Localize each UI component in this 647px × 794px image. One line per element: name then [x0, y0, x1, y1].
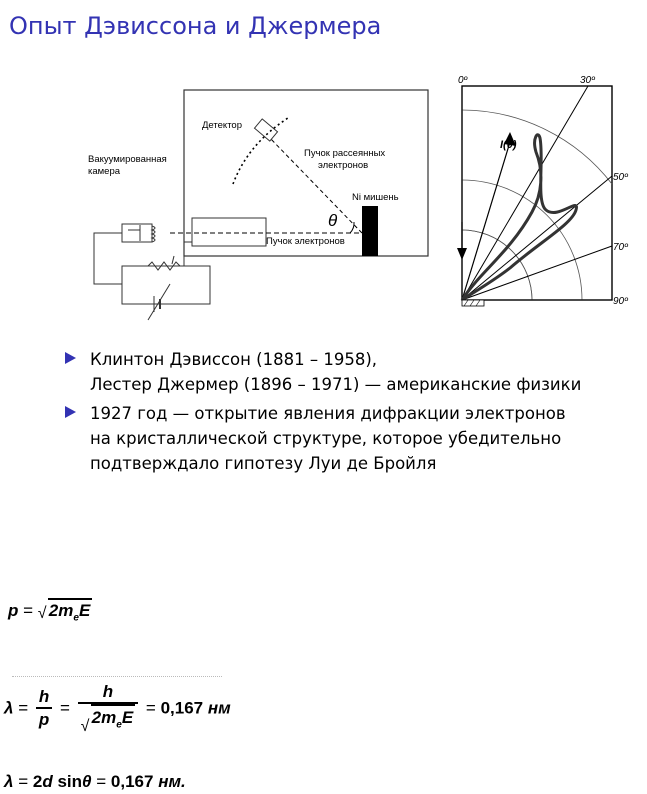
- electron-gun: [192, 218, 266, 246]
- label-electron-beam: Пучок электронов: [266, 236, 345, 247]
- label-scattered-beam: Пучок рассеянных: [304, 148, 386, 159]
- label-70deg: 70º: [613, 242, 628, 253]
- formula-wavelength: λ = $\frac{h}{p}$ = h √ $2m_eE$ = 0,167 нм: [4, 682, 231, 736]
- bullet-list: [64, 347, 634, 480]
- label-50deg: 50º: [613, 172, 628, 183]
- intensity-arrow: [462, 142, 510, 300]
- bullet-line: на кристаллической структуре, которое убедительно: [90, 429, 562, 448]
- slide-title: Опыт Дэвиссона и Джермера: [9, 12, 382, 40]
- apparatus-diagram: [88, 84, 433, 324]
- label-chamber-2: камера: [88, 166, 121, 177]
- bullet-line: подтверждало гипотезу Луи де Бройля: [90, 454, 437, 473]
- label-0deg: 0º: [458, 75, 468, 86]
- label-detector: Детектор: [202, 120, 243, 131]
- bullet-line: Клинтон Дэвиссон (1881 – 1958),: [90, 350, 378, 369]
- label-intensity: I(θ): [500, 139, 517, 151]
- polar-intensity-plot: [440, 72, 645, 312]
- triangle-bullet-icon: [65, 406, 76, 418]
- label-scattered-beam-2: электронов: [318, 160, 369, 171]
- bullet-item: [64, 347, 634, 397]
- label-theta: θ: [328, 211, 338, 230]
- crystal-block: [462, 300, 484, 306]
- label-chamber: Вакуумированная: [88, 154, 167, 165]
- faint-separator: [12, 670, 222, 677]
- label-30deg: 30º: [580, 75, 595, 86]
- theta-arc: [350, 222, 354, 233]
- detector: [254, 119, 277, 141]
- label-ni-target: Ni мишень: [352, 192, 399, 203]
- label-90deg: 90º: [613, 296, 628, 307]
- triangle-bullet-icon: [65, 352, 76, 364]
- formula-bragg: λ = 2d sinθ = 0,167 нм.: [4, 772, 186, 791]
- bullet-line: Лестер Джермер (1896 – 1971) — американские физики: [90, 375, 582, 394]
- ni-target: [362, 206, 378, 256]
- bullet-item: [64, 401, 634, 476]
- formula-momentum: p = √ $2m_eE$: [8, 598, 92, 623]
- ray-30: [462, 86, 588, 300]
- bullet-line: 1927 год — открытие явления дифракции электронов: [90, 404, 566, 423]
- ray-50: [462, 176, 612, 300]
- intensity-curve: [462, 135, 576, 300]
- polar-frame: [462, 86, 612, 300]
